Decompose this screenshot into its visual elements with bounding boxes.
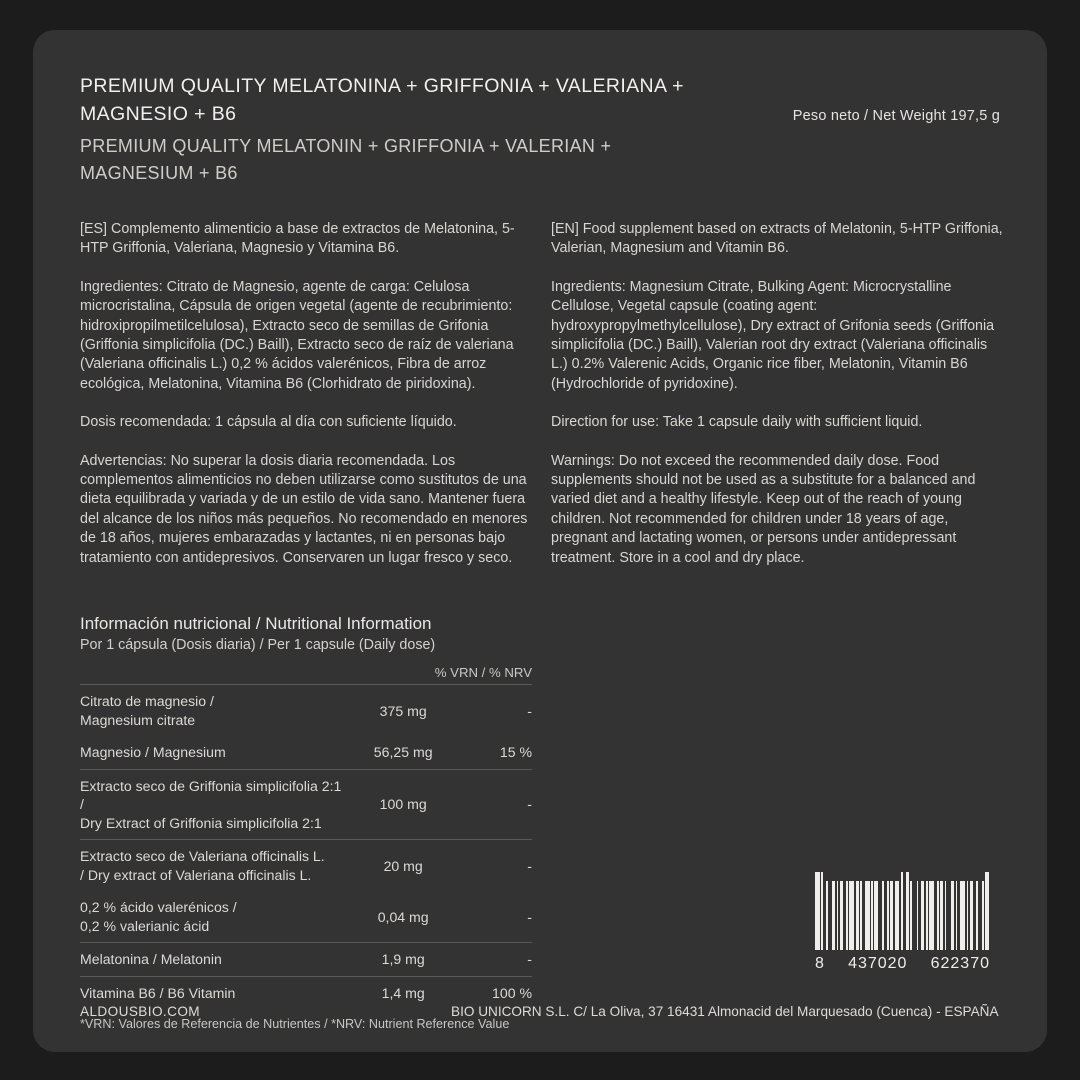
nutrient-amount: 56,25 mg <box>373 744 433 761</box>
nrv-column-header: % VRN / % NRV <box>434 665 532 680</box>
table-row <box>80 736 532 769</box>
product-title-es: PREMIUM QUALITY MELATONINA + GRIFFONIA + VALERIANA + MAGNESIO + B6 <box>80 75 684 125</box>
nutrient-nrv: - <box>464 943 532 977</box>
es-dose: Dosis recomendada: 1 cápsula al día con suficiente líquido. <box>80 414 457 431</box>
nutrition-table <box>80 684 532 1009</box>
product-title-en: PREMIUM QUALITY MELATONIN + GRIFFONIA + VALERIAN + MAGNESIUM + B6 <box>80 136 612 183</box>
en-warnings: Warnings: Do not exceed the recommended daily dose. Food supplements should not be used as a substitute for a balanced and varied diet and a healthy lifestyle. Keep out of the reach of young children. Not recommended for children under 18 years of age, pregnant and lactating women, or persons under antidepressant treatment. Store in a cool and dry place. <box>551 452 976 566</box>
nutrient-nrv: 15 % <box>499 744 532 761</box>
nutrient-name: Extracto seco de Valeriana officinalis L. / Dry extract of Valeriana officinalis L. <box>80 840 342 892</box>
nutrition-heading: Información nutricional / Nutritional Information <box>80 614 432 633</box>
nutrient-name: Vitamina B6 / B6 Vitamin <box>80 976 342 1009</box>
nutrient-amount: 20 mg <box>342 840 464 892</box>
nutrition-footnote: *VRN: Valores de Referencia de Nutrientes / *NRV: Nutrient Reference Value <box>80 1017 510 1031</box>
nutrient-nrv: - <box>464 769 532 840</box>
nutrient-amount: 1,4 mg <box>342 976 464 1009</box>
spanish-column <box>80 220 530 587</box>
website-text: ALDOUSBIO.COM <box>80 1004 201 1019</box>
en-ingredients: Ingredients: Magnesium Citrate, Bulking Agent: Microcrystalline Cellulose, Vegetal capsule (coating agent: hydroxypropylmethylcellulose), Dry extract of Grifonia seeds (Griffonia simplicifolia (DC.) Baill), Valerian root dry extract (Valeriana officinalis L.) 0.2% Valerenic Acids, Organic rice fiber, Melatonin, Vitamin B6 (Hydrochloride of pyridoxine). <box>551 278 995 392</box>
nutrient-nrv: 100 % <box>464 976 532 1009</box>
barcode-left-digit: 8 <box>815 955 825 972</box>
table-row <box>80 943 532 977</box>
table-row <box>80 840 532 892</box>
es-ingredients: Ingredientes: Citrato de Magnesio, agente de carga: Celulosa microcristalina, Cápsula de origen vegetal (agente de recubrimiento: hidroxipropilmetilcelulosa), Extracto seco de semillas de Grifonia (Griffonia simplicifolia (DC.) Baill), Extracto seco de raíz de valeriana (Valeriana officinalis L.) 0,2 % ácidos valerénicos, Fibra de arroz ecológica, Melatonina, Vitamina B6 (Clorhidrato de piridoxina). <box>80 278 514 392</box>
nutrient-name: Magnesio / Magnesium <box>80 744 226 760</box>
nutrient-nrv: - <box>464 840 532 892</box>
nutrient-amount: 100 mg <box>342 769 464 840</box>
nutrient-amount: 0,04 mg <box>377 908 429 925</box>
nutrient-nrv: - <box>464 685 532 737</box>
product-label-panel <box>33 30 1047 1052</box>
es-warnings: Advertencias: No superar la dosis diaria recomendada. Los complementos alimenticios no deben utilizarse como sustitutos de una dieta equilibrada y variada y de un estilo de vida sano. Mantener fuera del alcance de los niños más pequeños. No recomendado en menores de 18 años, mujeres embarazadas y lactantes, ni en personas bajo tratamiento con antidepresivos. Conservaren un lugar fresco y seco. <box>80 452 528 566</box>
nutrient-name: Extracto seco de Griffonia simplicifolia 2:1 / Dry Extract of Griffonia simplicifolia 2:1 <box>80 769 342 840</box>
nutrient-name: Citrato de magnesio / Magnesium citrate <box>80 685 342 737</box>
barcode <box>815 872 990 973</box>
net-weight: Peso neto / Net Weight 197,5 g <box>792 108 1000 124</box>
nutrient-nrv: - <box>527 908 532 925</box>
table-row <box>80 685 532 737</box>
nutrient-amount: 1,9 mg <box>342 943 464 977</box>
nutrient-name: Melatonina / Melatonin <box>80 943 342 977</box>
table-row <box>80 891 532 943</box>
label-content <box>80 72 1003 1031</box>
nutrition-section <box>80 612 532 1031</box>
barcode-group-2: 622370 <box>930 955 990 972</box>
nutrient-amount: 375 mg <box>342 685 464 737</box>
barcode-group-1: 437020 <box>848 955 908 972</box>
en-intro: [EN] Food supplement based on extracts of Melatonin, 5-HTP Griffonia, Valerian, Magnesium and Vitamin B6. <box>551 221 1003 257</box>
barcode-bars <box>815 872 990 950</box>
nutrition-subheading: Por 1 cápsula (Dosis diaria) / Per 1 capsule (Daily dose) <box>80 637 436 653</box>
es-intro: [ES] Complemento alimenticio a base de extractos de Melatonina, 5-HTP Griffonia, Valeriana, Magnesio y Vitamina B6. <box>80 221 515 257</box>
nutrient-name: 0,2 % ácido valerénicos / 0,2 % valerianic ácid <box>80 899 237 934</box>
en-dose: Direction for use: Take 1 capsule daily with sufficient liquid. <box>551 414 923 431</box>
english-column <box>551 220 1006 587</box>
company-address: BIO UNICORN S.L. C/ La Oliva, 37 16431 Almonacid del Marquesado (Cuenca) - ESPAÑA <box>451 1004 999 1019</box>
barcode-number <box>815 955 990 973</box>
table-row <box>80 769 532 840</box>
